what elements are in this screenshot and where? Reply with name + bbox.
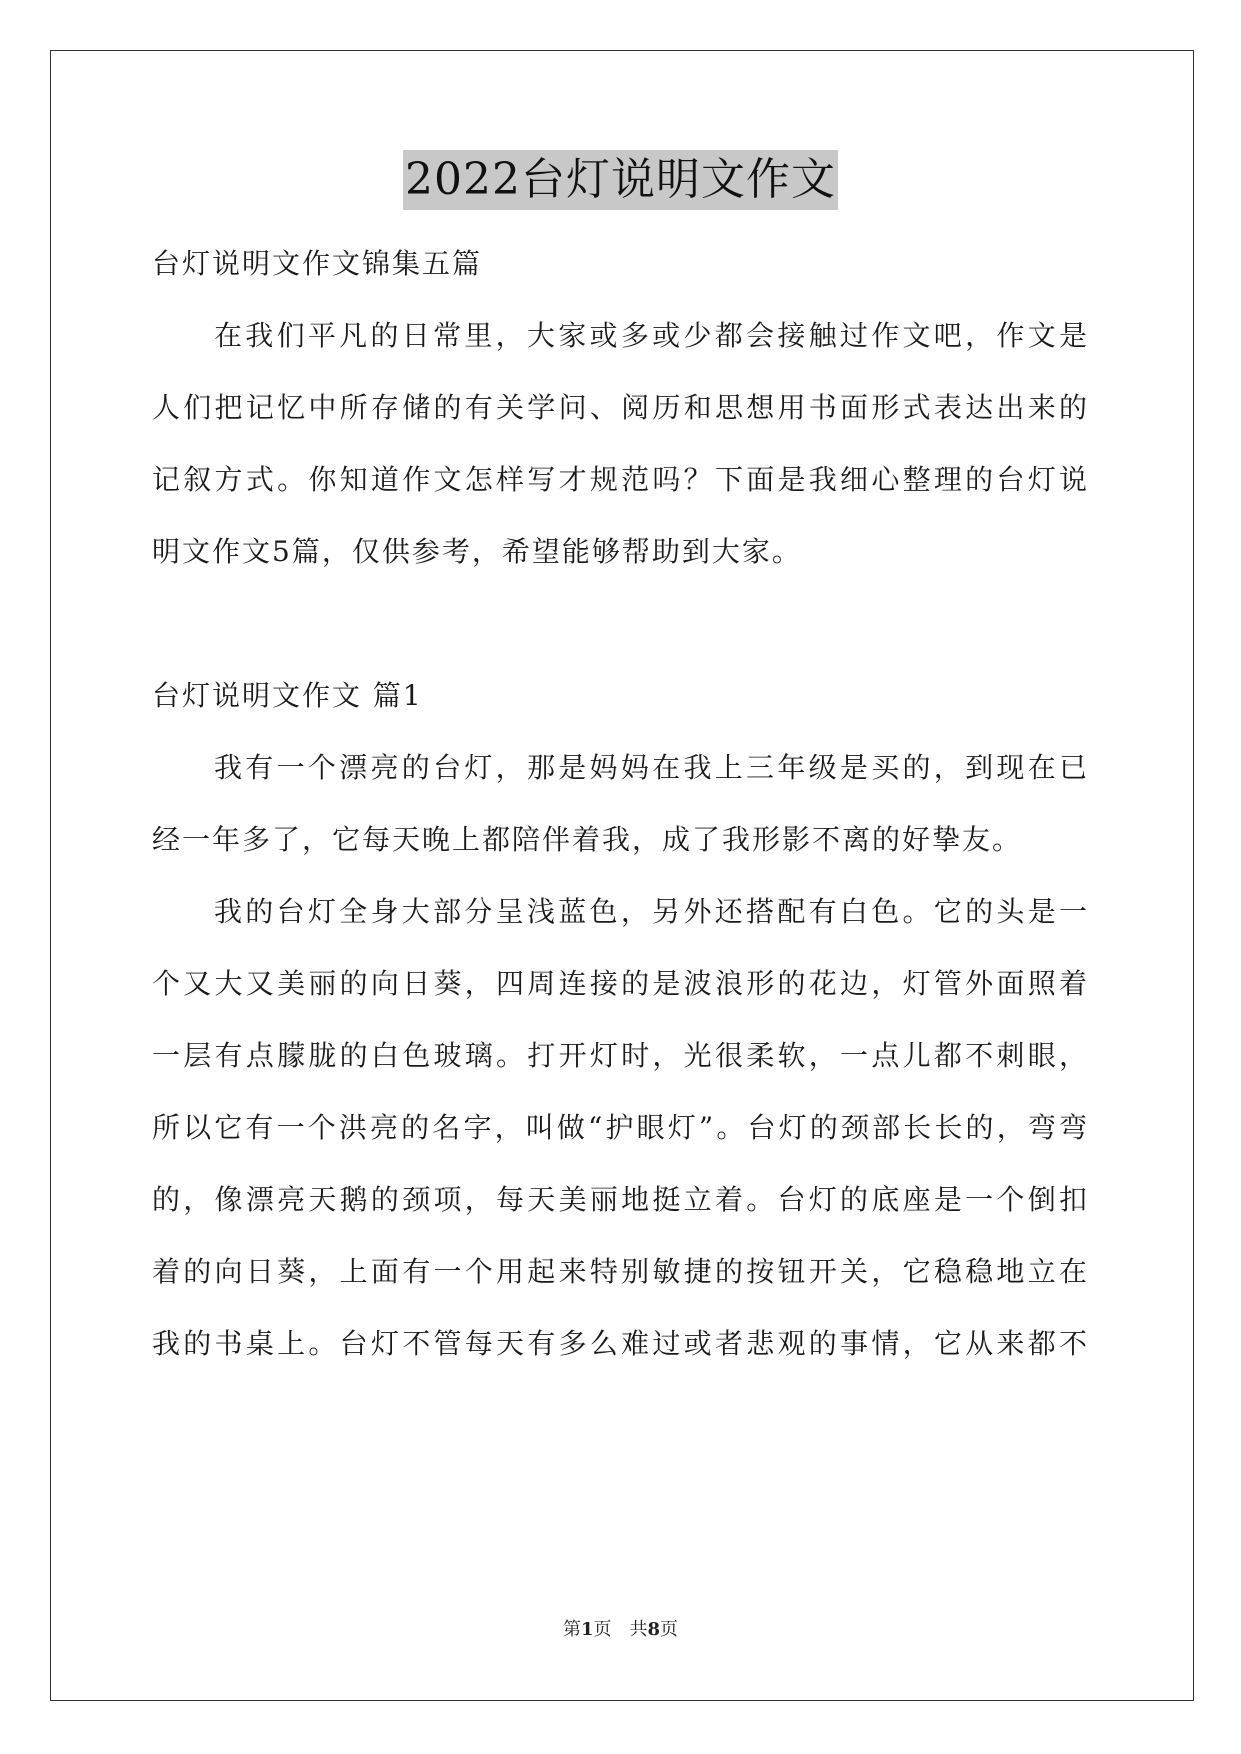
section-line-4: 个又大又美丽的向日葵，四周连接的是波浪形的花边，灯管外面照着 [152, 967, 1087, 1000]
footer-page-total: 8 [647, 1619, 661, 1640]
document-title: 2022台灯说明文作文 [403, 150, 838, 210]
section-line-1: 我有一个漂亮的台灯，那是妈妈在我上三年级是买的，到现在已 [214, 751, 1087, 784]
document-subtitle: 台灯说明文作文锦集五篇 [152, 247, 483, 280]
intro-line-3: 记叙方式。你知道作文怎样写才规范吗？下面是我细心整理的台灯说 [152, 463, 1087, 496]
intro-line-2: 人们把记忆中所存储的有关学问、阅历和思想用书面形式表达出来的 [152, 391, 1087, 424]
footer-page-current: 1 [580, 1619, 594, 1640]
intro-line-4: 明文作文5篇，仅供参考，希望能够帮助到大家。 [152, 535, 802, 568]
footer-page-suffix: 页 [660, 1619, 679, 1640]
page-footer [0, 1618, 1241, 1642]
footer-page-prefix: 第 [562, 1619, 581, 1640]
section-line-9: 我的书桌上。台灯不管每天有多么难过或者悲观的事情，它从来都不 [152, 1327, 1087, 1360]
section-line-8: 着的向日葵，上面有一个用起来特别敏捷的按钮开关，它稳稳地立在 [152, 1255, 1087, 1288]
footer-page-mid: 页 共 [593, 1619, 648, 1640]
section-line-5: 一层有点朦胧的白色玻璃。打开灯时，光很柔软，一点儿都不刺眼， [152, 1039, 1087, 1072]
section-line-7: 的，像漂亮天鹅的颈项，每天美丽地挺立着。台灯的底座是一个倒扣 [152, 1183, 1087, 1216]
page-border [50, 50, 1194, 1701]
section-line-6: 所以它有一个洪亮的名字，叫做“护眼灯”。台灯的颈部长长的，弯弯 [152, 1111, 1087, 1144]
section-line-3: 我的台灯全身大部分呈浅蓝色，另外还搭配有白色。它的头是一 [214, 895, 1087, 928]
intro-line-1: 在我们平凡的日常里，大家或多或少都会接触过作文吧，作文是 [214, 319, 1087, 352]
section-line-2: 经一年多了，它每天晚上都陪伴着我，成了我形影不离的好挚友。 [152, 823, 1023, 856]
title-wrap [0, 150, 1241, 210]
section-heading: 台灯说明文作文 篇1 [152, 679, 423, 712]
